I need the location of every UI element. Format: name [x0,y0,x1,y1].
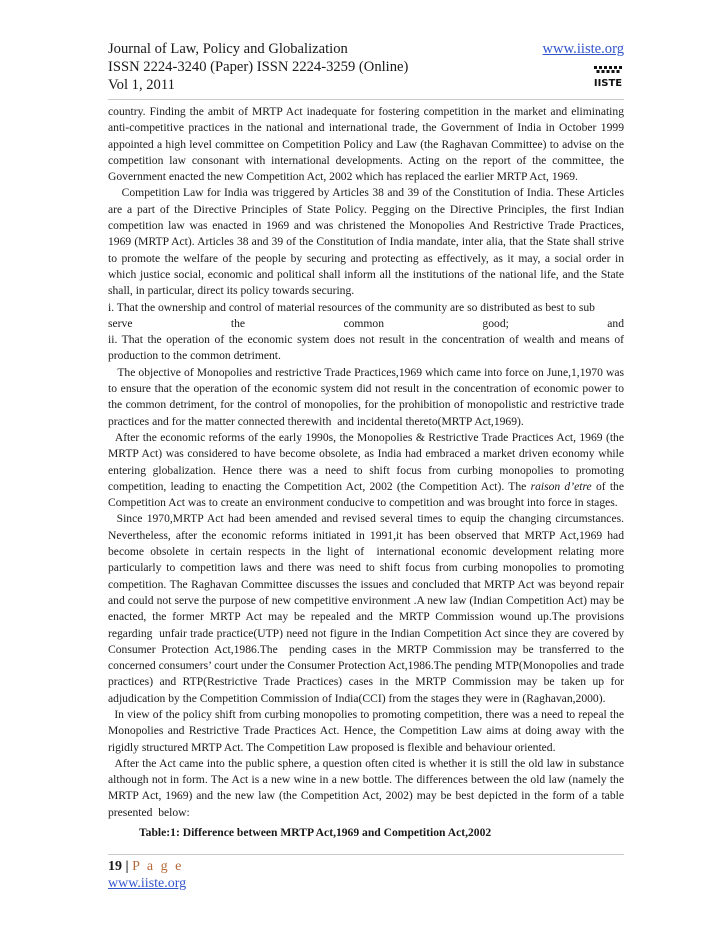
paragraph-4 [108,430,627,511]
article-body [108,104,627,841]
page-header [108,40,624,94]
page-label: P a g e [132,859,184,874]
footer-website-link[interactable]: www.iiste.org [108,876,187,891]
list-item-i-continued: serve the common good; and [108,316,624,330]
paragraph-4-text-a: After the economic reforms of the early 1990s, the Monopolies & Restrictive Trade Practices Act, 1969 (the MRTP Act) was considered to have become obsolete, as India had embraced a market driven economy while entering globalization. Hence there was a need to shift focus from curbing monopolies to promoting competition, leading to enacting the Competition Act, 2002 (the Competition Act). The [108,430,627,493]
paragraph-4-text-b: of the Competition Act was to create an environment conducive to competition and was brought into force in stages. [108,479,627,510]
page-footer [108,854,624,892]
volume-line: Vol 1, 2011 [108,77,175,93]
journal-title: Journal of Law, Policy and Globalization [108,41,348,57]
paragraph-7: After the Act came into the public sphere, a question often cited is whether it is still the old law in substance although not in form. The Act is a new wine in a new bottle. The differences between the old law (namely the MRTP Act, 1969) and the new law (the Competition Act, 2002) may be best depicted in the form of a table presented below: [108,756,627,819]
list-item-i: i. That the ownership and control of material resources of the community are so distributed as best to sub [108,300,595,314]
paragraph-3: The objective of Monopolies and restrictive Trade Practices,1969 which came into force on June,1,1970 was to ensure that the operation of the economic system did not result in the concentration of economic power to the common detriment, for the control of monopolies, for the prohibition of monopolistic and restrictive trade practices and for the matter connected therewith and incidental thereto(MRTP Act,1969). [108,365,627,428]
header-website-link[interactable]: www.iiste.org [542,41,624,57]
paragraph-4-italic: raison d’etre [530,479,592,493]
list-item-ii: ii. That the operation of the economic system does not result in the concentration of wealth and means of production to the common detriment. [108,333,624,363]
page-number: 19 [108,859,122,874]
paragraph-2: Competition Law for India was triggered by Articles 38 and 39 of the Constitution of India. These Articles are a part of the Directive Principles of State Policy. Pegging on the Directive Principles, the first Indian competition law was enacted in 1969 and was christened the Monopolies And Restrictive Trade Practices, 1969 (MRTP Act). Articles 38 and 39 of the Constitution of India mandate, inter alia, that the State shall strive to promote the welfare of the people by securing and protecting as effectively, as it may, a social order in which justice social, economic and political shall inform all the institutions of the national life, and the State shall, in particular, direct its policy towards securing. [108,186,627,298]
paragraph-5: Since 1970,MRTP Act had been amended and revised several times to equip the changing circumstances. Nevertheless, after the economic reforms initiated in 1991,it has been observed that MRTP Act,1969 had become obsolete in certain respects in the light of international economic development relating more particularly to competition laws and there was need to shift focus from curbing monopolies to promoting competition. The Raghavan Committee discusses the issues and concluded that MRTP Act was beyond repair and could not serve the purpose of new competitive environment .A new law (Indian Competition Act) may be enacted, the former MRTP Act may be repealed and the MRTP Commission wound up.The provisions regarding unfair trade practice(UTP) need not figure in the Indian Competition Act since they are covered by Consumer Protection Act,1986.The pending cases in the MRTP Commission may be transferred to the concerned consumers’ court under the Consumer Protection Act,1986.The pending MTP(Monopolies and trade practices) and RTP(Restrictive Trade Practices) cases in the MRTP Commission may be taken up for adjudication by the Competition Commission of India(CCI) from the stages they were in (Raghavan,2000). [108,512,627,705]
paragraph-6: In view of the policy shift from curbing monopolies to promoting competition, there was a need to repeal the Monopolies and Restrictive Trade Practices Act. Hence, the Competition Law aims at doing away with the rigidly structured MRTP Act. The Competition Law proposed is flexible and behaviour oriented. [108,707,627,754]
logo-text: IISTE [593,78,623,89]
issn-line: ISSN 2224-3240 (Paper) ISSN 2224-3259 (Online) [108,59,409,75]
page-separator: | [125,859,129,874]
paragraph-1: country. Finding the ambit of MRTP Act inadequate for fostering competition in the market and eliminating anti-competitive practices in the national and international trade, the Government of India in October 1999 appointed a high level committee on Competition Policy and Law (the Raghavan Committee) to advise on the competition law consonant with international developments. Acting on the report of the committee, the Government enacted the new Competition Act, 2002 which has replaced the earlier MRTP Act, 1969. [108,105,624,184]
header-divider [108,99,624,100]
table-caption: Table:1: Difference between MRTP Act,1969 and Competition Act,2002 [139,826,492,840]
iiste-logo-icon [592,64,624,90]
